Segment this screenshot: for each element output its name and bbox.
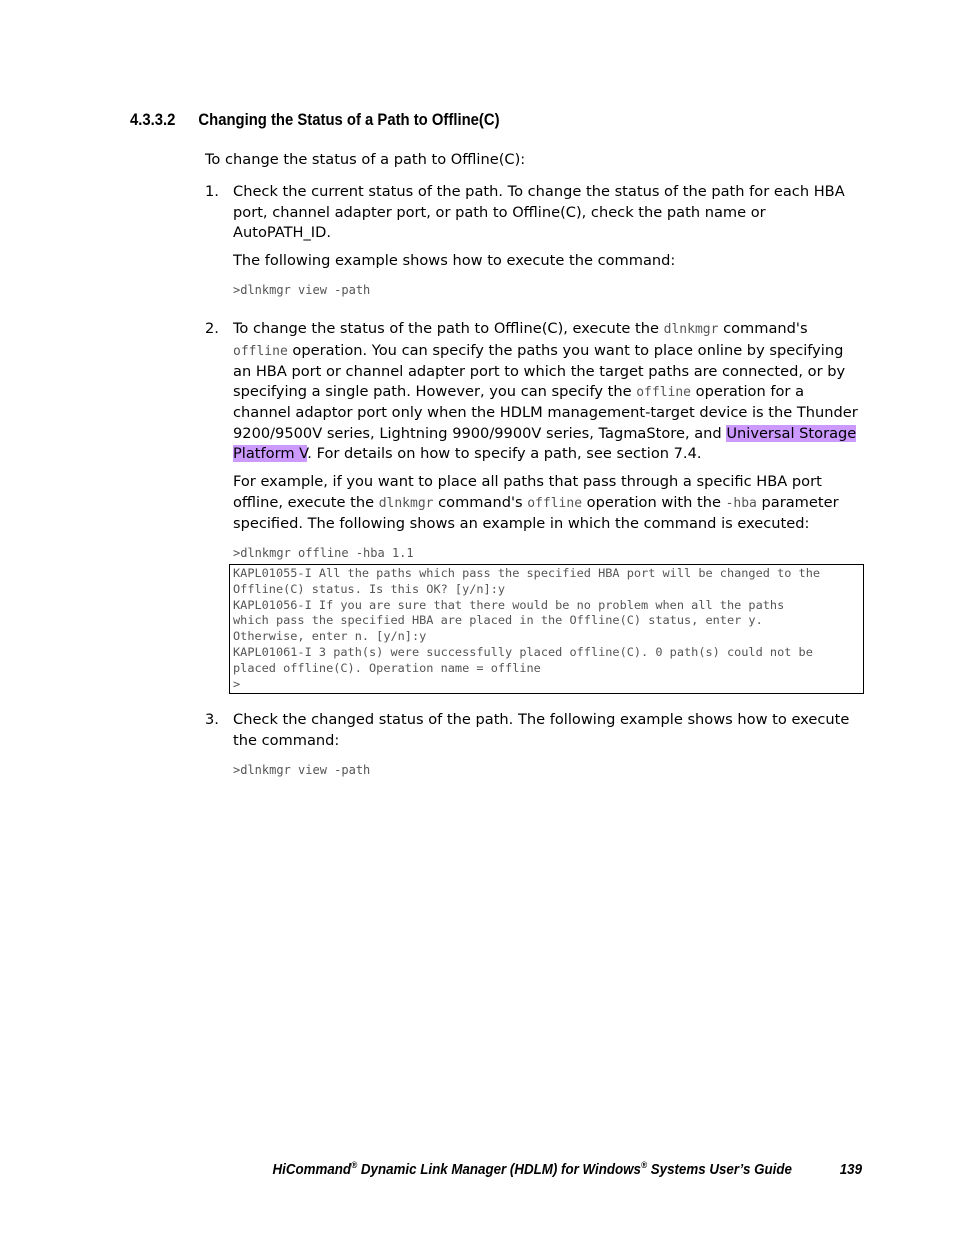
step-2-paragraph: To change the status of the path to Offline(C), execute the dlnkmgr command's offline operation. You can specify the paths you want to place online by specifying an HBA port or channel adapter port to which the target paths are connected, or by specifying a single path. However, you can specify the offline operation for a channel adaptor port only when the HDLM management-target device is the Thunder 9200/9500V series, Lightning 9900/9900V series, TagmaStore, and Universal Storage Platform V. For details on how to specify a path, see section 7.4. (233, 320, 858, 463)
section-heading (130, 111, 500, 130)
inline-code: offline (233, 343, 288, 359)
code-output-line: Offline(C) status. Is this OK? [y/n]:y (233, 581, 506, 596)
highlighted-text: Universal Storage Platform V (233, 424, 857, 463)
step-3-paragraph: Check the changed status of the path. The following example shows how to execute the command: (233, 711, 850, 749)
inline-code: offline (636, 385, 692, 401)
code-output-line: KAPL01061-I 3 path(s) were successfully placed offline(C). 0 path(s) could not be (233, 645, 813, 660)
code-command: >dlnkmgr view -path (233, 283, 371, 298)
code-output-line: KAPL01056-I If you are sure that there would be no problem when all the paths (233, 597, 785, 612)
intro-text: To change the status of a path to Offline(C): (205, 151, 526, 168)
inline-code: offline (527, 495, 583, 511)
code-output-line: placed offline(C). Operation name = offline (233, 660, 541, 675)
section-title: Changing the Status of a Path to Offline(C) (198, 111, 500, 129)
inline-code: -hba (725, 495, 757, 511)
code-output-line: which pass the specified HBA are placed in the Offline(C) status, enter y. (233, 613, 763, 628)
code-output-box (229, 564, 864, 694)
inline-code: dlnkmgr (663, 322, 719, 338)
footer-title: HiCommand® Dynamic Link Manager (HDLM) for Windows® Systems User’s Guide (272, 1160, 792, 1178)
step-1-paragraph: Check the current status of the path. To change the status of the path for each HBA port, channel adapter port, or path to Offline(C), check the path name or AutoPATH_ID. (233, 183, 845, 241)
step-3 (205, 710, 865, 778)
step-2 (205, 319, 865, 694)
code-output-line: > (233, 676, 241, 691)
page-footer (69, 1160, 862, 1178)
code-command: >dlnkmgr view -path (233, 763, 371, 778)
code-command: >dlnkmgr offline -hba 1.1 (233, 546, 414, 561)
step-2-example-paragraph: For example, if you want to place all paths that pass through a specific HBA port offline, execute the dlnkmgr command's offline operation with the -hba parameter specified. The following shows an example in which the command is executed: (233, 473, 839, 532)
step-number: 3. (205, 711, 219, 729)
code-output-line: Otherwise, enter n. [y/n]:y (233, 629, 427, 644)
step-number: 1. (205, 183, 219, 201)
section-number: 4.3.3.2 (130, 111, 176, 129)
step-1-example-intro: The following example shows how to execute the command: (233, 252, 676, 270)
inline-code: dlnkmgr (378, 495, 434, 511)
code-output-line: KAPL01055-I All the paths which pass the specified HBA port will be changed to the (233, 566, 821, 581)
step-1 (205, 182, 865, 299)
step-number: 2. (205, 320, 219, 338)
page-number: 139 (839, 1161, 862, 1178)
document-body (205, 150, 865, 799)
